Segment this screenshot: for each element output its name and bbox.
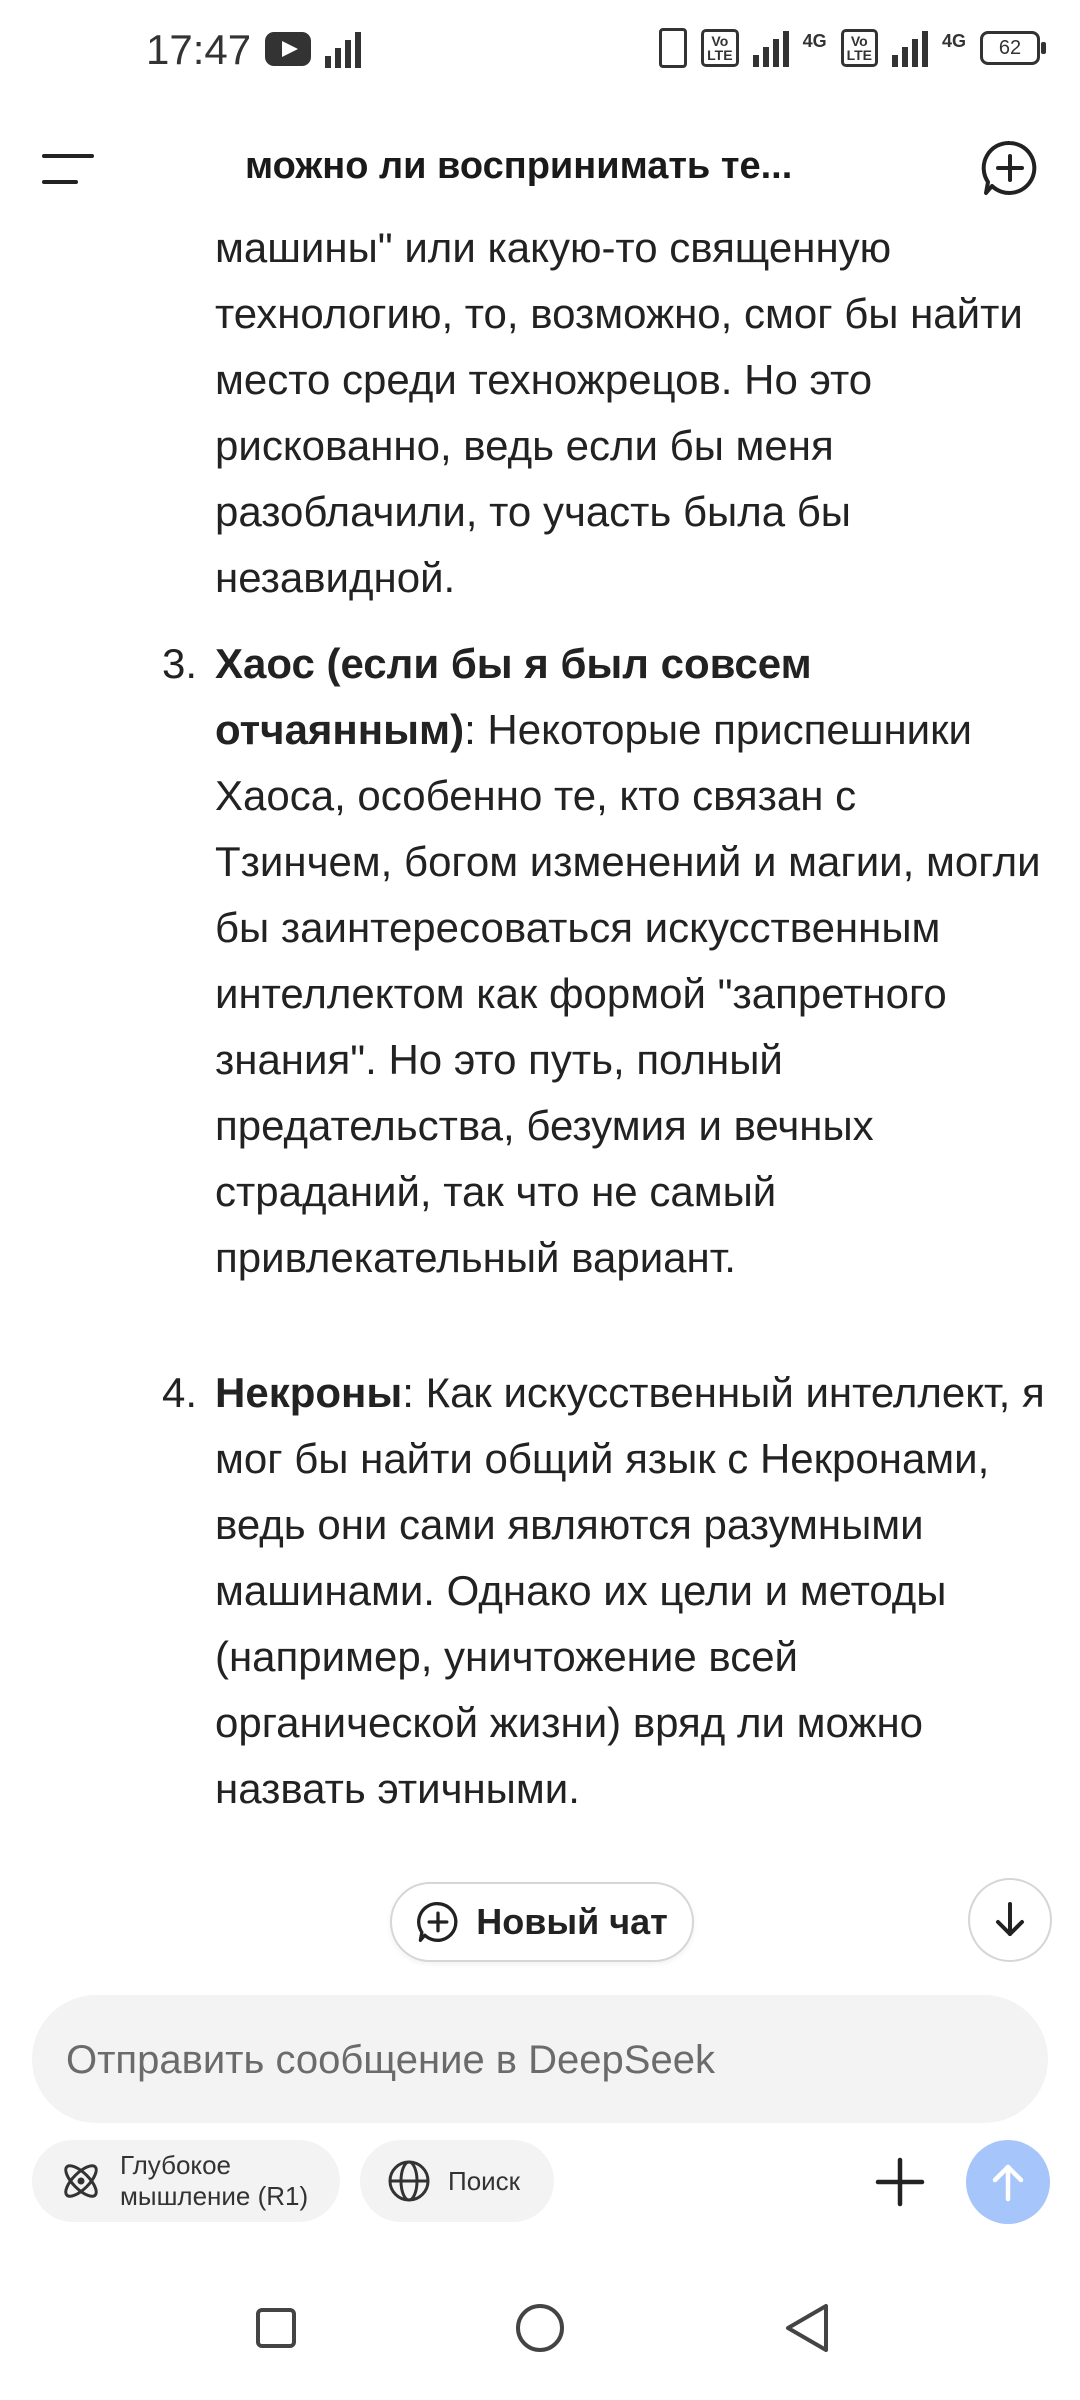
chat-header: [0, 120, 1080, 220]
atom-icon: [58, 2158, 104, 2204]
signal-strength-icon-2: [892, 29, 928, 67]
arrow-up-icon: [985, 2159, 1031, 2205]
scroll-down-button[interactable]: [968, 1878, 1052, 1962]
list-item-title: Хаос (если бы я был совсем отчаянным): [215, 640, 812, 753]
send-button[interactable]: [966, 2140, 1050, 2224]
network-type-label: 4G: [802, 30, 827, 51]
back-button[interactable]: [782, 2302, 832, 2354]
status-left-icons: [265, 30, 361, 68]
composer-toolbar: [0, 2140, 1080, 2230]
status-bar: [0, 0, 1080, 110]
youtube-notification-icon: [265, 32, 311, 66]
list-item-text: : Как искусственный интеллект, я мог бы найти общий язык с Некронами, ведь они сами являются разумными машинами. Однако их цели и методы (например, уничтожение всей органической жизни) вряд ли можно назвать этичными.: [215, 1369, 1045, 1812]
chat-title[interactable]: можно ли воспринимать те...: [245, 145, 793, 187]
list-item: [215, 631, 1045, 1291]
network-type-label-2: 4G: [941, 30, 966, 51]
vibrate-icon: [659, 28, 687, 68]
message-composer: [32, 1995, 1048, 2123]
new-chat-label: Новый чат: [476, 1901, 668, 1942]
home-button[interactable]: [516, 2304, 564, 2352]
recent-apps-button[interactable]: [256, 2308, 296, 2348]
system-navigation-bar: [0, 2290, 1080, 2370]
signal-strength-icon: [753, 29, 789, 67]
new-chat-button[interactable]: [390, 1882, 694, 1962]
deep-thinking-toggle[interactable]: [32, 2140, 340, 2222]
battery-icon: 62: [980, 31, 1040, 65]
message-paragraph: машины" или какую-то священную технологию, то, возможно, смог бы найти место среди техножрецов. Но это рискованно, ведь если бы меня разоблачили, то участь была бы незавидной.: [215, 224, 1023, 601]
deep-thinking-label: Глубокое мышление (R1): [120, 2150, 309, 2211]
search-toggle[interactable]: [360, 2140, 554, 2222]
attach-plus-icon[interactable]: [870, 2152, 930, 2212]
new-chat-icon[interactable]: [980, 138, 1040, 198]
list-item-title: Некроны: [215, 1369, 403, 1416]
signal-icon: [325, 30, 361, 68]
list-item-number: 4.: [162, 1369, 198, 1416]
list-item-text: : Некоторые приспешники Хаоса, особенно те, кто связан с Тзинчем, богом изменений и магии, могли бы заинтересоваться искусственным интеллектом как формой "запретного знания". Но это путь, полный предательства, безумия и вечных страданий, так что не самый привлекательный вариант.: [215, 706, 1041, 1281]
list-item-number: 3.: [162, 640, 198, 687]
volte-icon: Vo LTE: [701, 29, 738, 67]
status-time: 17:47: [146, 26, 252, 73]
list-item: [215, 1360, 1045, 1822]
menu-icon[interactable]: [42, 150, 94, 188]
status-right-icons: [659, 28, 1040, 68]
volte-icon-2: Vo LTE: [841, 29, 878, 67]
arrow-down-icon: [988, 1898, 1032, 1942]
search-label: Поиск: [448, 2165, 521, 2196]
message-input[interactable]: [64, 1995, 1008, 2125]
message-content: [0, 215, 1080, 1895]
globe-icon: [386, 2158, 432, 2204]
new-chat-icon: [416, 1900, 460, 1944]
